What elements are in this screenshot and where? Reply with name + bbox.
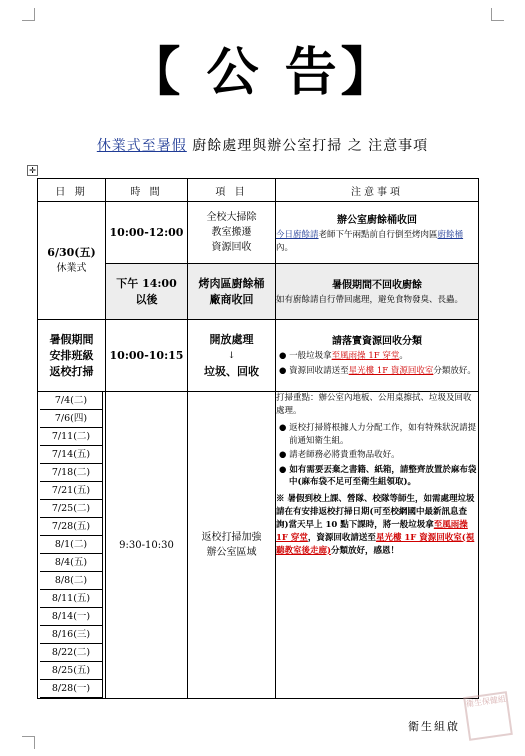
subtitle-rest: 廚餘處理與辦公室打掃 之 注意事項 — [186, 138, 429, 154]
note-bullet: ● 資源回收請送至星光樓 1F 資源回收室分類放好。 — [279, 365, 476, 376]
date-list-item: 8/22(二) — [40, 643, 103, 662]
footer-signature: 衛生組啟 — [408, 720, 460, 733]
note-span: 至風雨操 1F 穿堂 — [331, 351, 400, 361]
note-span: 廚餘桶 — [437, 229, 464, 240]
item-cell — [188, 320, 276, 392]
date-line: 安排班級 — [49, 348, 94, 362]
table-row — [38, 320, 479, 392]
time-cell: 10:00-10:15 — [106, 320, 188, 392]
date-list-item: 7/25(二) — [40, 499, 103, 518]
item-line: 教室搬遷 — [211, 227, 252, 238]
note-span: 下課時，將一般垃圾拿 — [348, 519, 434, 530]
note-text: 如有廚餘請自行帶回處理，避免食物發臭、長蟲。 — [276, 295, 464, 305]
note-span: 請老師務必將貴重物品收好。 — [289, 450, 400, 460]
date-list-item: 8/14(一) — [40, 607, 103, 626]
table-row — [38, 392, 479, 699]
schedule-table — [37, 178, 479, 699]
note-cell — [276, 264, 479, 320]
date-line: 返校打掃 — [49, 364, 94, 378]
date-list-item: 8/4(五) — [40, 553, 103, 572]
item-line: 廠商收回 — [209, 292, 254, 306]
item-line: 垃圾、回收 — [204, 364, 259, 378]
time-cell: 10:00-12:00 — [106, 202, 188, 264]
date-list-item: 8/16(三) — [40, 625, 103, 644]
date-list-item: 8/28(一) — [40, 679, 103, 698]
time-line: 以後 — [135, 292, 158, 306]
note-span: ，資源回收請送至 — [307, 532, 376, 543]
note-span: 資源回收請送至 — [289, 365, 349, 376]
note-span: 如有需要丟棄之書籍、紙箱，請整齊放置於麻布袋中(麻布袋不足可至衛生組領取)。 — [289, 464, 477, 487]
date-list-item: 7/28(五) — [40, 517, 103, 536]
note-span: 老師下午兩點前自行倒至烤肉區 — [318, 229, 438, 240]
date-list-item: 7/14(五) — [40, 445, 103, 464]
item-line: 烤肉區廚餘桶 — [198, 276, 265, 290]
note-cell — [276, 202, 479, 264]
date-cell-summer — [38, 320, 106, 392]
date-list-item: 8/1(二) — [40, 535, 103, 554]
item-cell — [188, 392, 276, 699]
date-list — [38, 392, 105, 698]
note-bullet: ● 一般垃圾拿至風雨操 1F 穿堂。 — [279, 351, 408, 361]
note-span: 分類放好，感恩！ — [331, 545, 400, 556]
note-span: ※ 暑假到校上課、營隊、校隊等師生，如需處理垃圾請在有安排返校打掃日期(可至校網國中最新訊息查詢)當天早上 10 點 — [276, 493, 475, 530]
table-move-handle-icon[interactable]: ✛ — [27, 165, 38, 176]
note-span: 廚餘請 — [293, 229, 319, 240]
announcement-subtitle — [0, 135, 525, 155]
note-span: 一般垃圾拿 — [289, 351, 332, 361]
date-list-item: 7/18(二) — [40, 463, 103, 482]
item-line: 資源回收 — [211, 242, 252, 253]
note-cell — [276, 392, 479, 699]
date-list-item: 7/11(二) — [40, 427, 103, 446]
crop-mark-top-right — [491, 8, 504, 21]
note-span: 星光樓 1F 資源回收室(視聽教室後走廊) — [276, 532, 475, 556]
note-span: 今日 — [276, 229, 294, 240]
note-span: 返校打掃將根據人力分配工作，如有特殊狀況請提前通知衛生組。 — [289, 423, 477, 446]
item-cell — [188, 264, 276, 320]
date-list-item: 8/8(二) — [40, 571, 103, 590]
arrow-down-icon: ↓ — [227, 350, 236, 361]
note-span: 至風雨操 1F 穿堂 — [276, 519, 468, 543]
note-span: 內。 — [276, 242, 294, 253]
note-span: 星光樓 1F 資源回收室 — [348, 365, 434, 376]
item-cell — [188, 202, 276, 264]
note-cell — [276, 320, 479, 392]
date-cell-list — [38, 392, 106, 699]
table-header-row — [38, 179, 479, 202]
item-line: 辦公室區域 — [206, 547, 257, 558]
date-list-item: 7/4(二) — [40, 391, 103, 410]
time-cell — [106, 264, 188, 320]
note-heading: 暑假期間不回收廚餘 — [332, 280, 422, 291]
date-list-item: 7/21(五) — [40, 481, 103, 500]
note-span: 。 — [399, 351, 408, 361]
subtitle-highlight: 休業式至暑假 — [96, 138, 187, 154]
header-date: 日 期 — [38, 179, 106, 202]
note-heading: 請落實資源回收分類 — [332, 336, 422, 347]
date-line: 暑假期間 — [49, 332, 94, 346]
item-line: 返校打掃加強 — [201, 532, 262, 543]
item-line: 全校大掃除 — [206, 212, 257, 223]
table-row — [38, 202, 479, 264]
school-seal-stamp: 衛生保健組 — [463, 691, 513, 741]
note-text: 打掃重點：辦公室內地板、公用桌擦拭、垃圾及回收處理。 — [276, 393, 472, 416]
note-heading: 辦公室廚餘桶收回 — [337, 214, 417, 226]
crop-mark-bottom-left — [22, 736, 35, 749]
time-line: 下午 14:00 — [116, 276, 177, 290]
header-notes: 注意事項 — [276, 179, 479, 202]
time-cell: 9:30-10:30 — [106, 392, 188, 699]
header-time: 時 間 — [106, 179, 188, 202]
note-bullet: ● 如有需要丟棄之書籍、紙箱，請整齊放置於麻布袋中(麻布袋不足可至衛生組領取)。 — [279, 464, 477, 487]
date-closing: 6/30(五) — [47, 246, 96, 259]
note-bullet: ● 返校打掃將根據人力分配工作，如有特殊狀況請提前通知衛生組。 — [279, 423, 477, 446]
header-item: 項 目 — [188, 179, 276, 202]
date-closing-sub: 休業式 — [56, 263, 87, 274]
date-list-item: 7/6(四) — [40, 409, 103, 428]
crop-mark-top-left — [22, 8, 35, 21]
item-line: 開放處理 — [209, 332, 254, 346]
announcement-title: 【 公 告】 — [128, 43, 397, 103]
date-cell-closing — [38, 202, 106, 320]
date-list-item: 8/11(五) — [40, 589, 103, 608]
note-bullet: ● 請老師務必將貴重物品收好。 — [279, 450, 400, 460]
note-span: 分類放好。 — [433, 365, 476, 376]
note-final — [276, 493, 478, 558]
date-list-item: 8/25(五) — [40, 661, 103, 680]
note-text — [276, 229, 478, 255]
